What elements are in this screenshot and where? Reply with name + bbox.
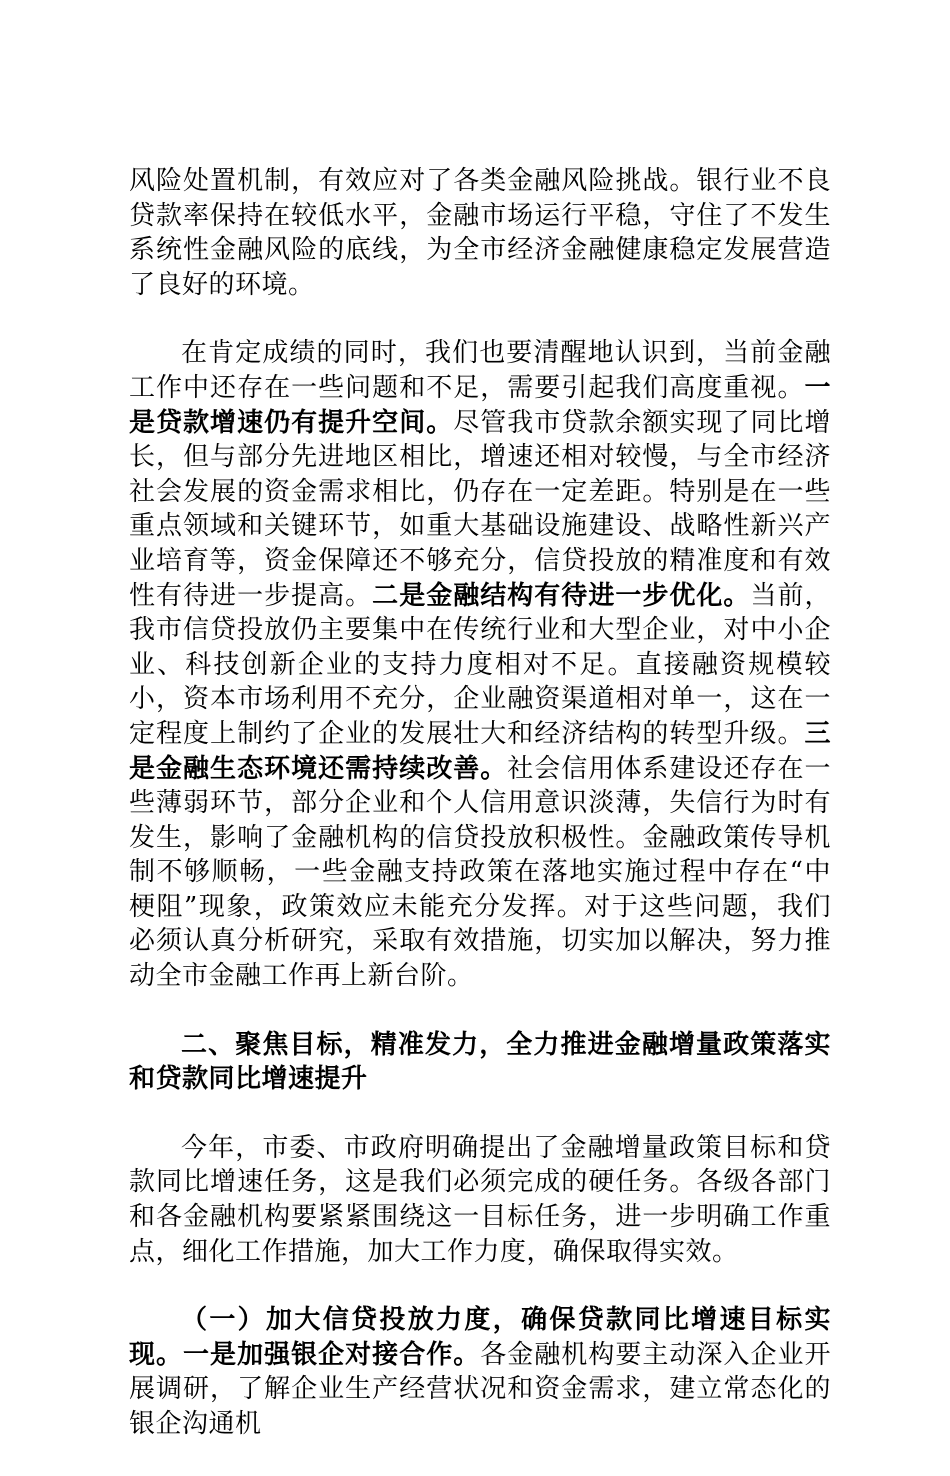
- body-paragraph: [129, 1131, 831, 1269]
- body-paragraph: [129, 336, 831, 993]
- text-run: 各金融机构要主动深入企业开展调研，了解企业生产经营状况和资金需求，建立常态化的银企沟通机: [129, 1339, 831, 1439]
- text-run: 当前，我市信贷投放仍主要集中在传统行业和大型企业，对中小企业、科技创新企业的支持力度相对不足。直接融资规模较小，资本市场利用不充分，企业融资渠道相对单一，这在一定程度上制约了企业的发展壮大和经济结构的转型升级。: [129, 580, 831, 749]
- bold-text-run: （一）加大信贷投放力度，确保贷款同比增速目标实现。一是加强银企对接合作。: [129, 1305, 831, 1370]
- bold-text-run: 三是金融生态环境还需持续改善。: [129, 718, 831, 784]
- section-heading: [129, 1028, 831, 1097]
- body-paragraph: [129, 164, 831, 302]
- body-paragraph: [129, 1303, 831, 1441]
- text-run: 社会信用体系建设还存在一些薄弱环节，部分企业和个人信用意识淡薄，失信行为时有发生，影响了金融机构的信贷投放积极性。金融政策传导机制不够顺畅，一些金融支持政策在落地实施过程中存在“中梗阻”现象，政策效应未能充分发挥。对于这些问题，我们必须认真分析研究，采取有效措施，切实加以解决，努力推动全市金融工作再上新台阶。: [129, 753, 831, 992]
- document-body: [129, 164, 831, 1476]
- bold-text-run: 二是金融结构有待进一步优化。: [372, 580, 751, 611]
- text-run: 风险处置机制，有效应对了各类金融风险挑战。银行业不良贷款率保持在较低水平，金融市场运行平稳，守住了不发生系统性金融风险的底线，为全市经济金融健康稳定发展营造了良好的环境。: [129, 166, 831, 300]
- text-run: 在肯定成绩的同时，我们也要清醒地认识到，当前金融工作中还存在一些问题和不足，需要引起我们高度重视。: [129, 338, 831, 403]
- bold-text-run: 一是贷款增速仍有提升空间。: [129, 372, 831, 438]
- text-run: 尽管我市贷款余额实现了同比增长，但与部分先进地区相比，增速还相对较慢，与全市经济社会发展的资金需求相比，仍存在一定差距。特别是在一些重点领域和关键环节，如重大基础设施建设、战略性新兴产业培育等，资金保障还不够充分，信贷投放的精准度和有效性有待进一步提高。: [129, 407, 831, 611]
- bold-text-run: 二、聚焦目标，精准发力，全力推进金融增量政策落实和贷款同比增速提升: [129, 1029, 831, 1095]
- text-run: 今年，市委、市政府明确提出了金融增量政策目标和贷款同比增速任务，这是我们必须完成的硬任务。各级各部门和各金融机构要紧紧围绕这一目标任务，进一步明确工作重点，细化工作措施，加大工作力度，确保取得实效。: [129, 1132, 831, 1267]
